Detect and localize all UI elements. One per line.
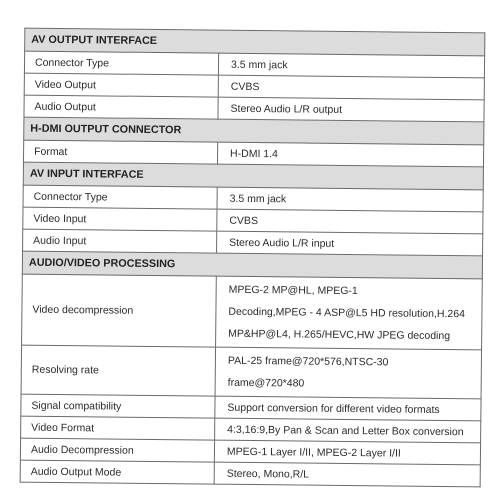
spec-value — [217, 187, 483, 212]
spec-value-line: 3.5 mm jack — [230, 58, 288, 71]
spec-value — [215, 396, 481, 421]
spec-label: Video Input — [23, 207, 217, 231]
spec-value-line: CVBS — [230, 80, 260, 93]
spec-label: Audio Input — [23, 229, 217, 253]
section-title: H-DMI OUTPUT CONNECTOR — [24, 117, 484, 145]
section-title: AV OUTPUT INTERFACE — [25, 28, 485, 56]
spec-label: Connector Type — [24, 51, 218, 75]
spec-label: Signal compatibility — [21, 394, 215, 418]
spec-label: Connector Type — [23, 185, 217, 209]
spec-label: Audio Decompression — [20, 438, 214, 462]
spec-value-line: CVBS — [229, 214, 259, 227]
spec-value-line: MPEG-1 Layer I/II, MPEG-2 Layer I/II — [226, 445, 401, 460]
spec-value — [217, 209, 483, 234]
spec-value — [218, 97, 484, 122]
spec-value-line: frame@720*480 — [227, 376, 305, 390]
spec-table — [20, 28, 486, 488]
spec-value — [217, 142, 483, 167]
spec-label: Resolving rate — [21, 345, 216, 396]
spec-value-line: MP&HP@L4, H.265/HEVC,HW JPEG decoding — [228, 327, 451, 343]
spec-value — [218, 75, 484, 100]
spec-label: Video decompression — [22, 274, 217, 347]
spec-label: Video Format — [21, 416, 215, 440]
spec-value-line: 3.5 mm jack — [229, 192, 287, 205]
spec-label: Audio Output Mode — [20, 460, 214, 484]
spec-row — [21, 345, 481, 399]
spec-value — [217, 231, 483, 256]
spec-value — [215, 418, 481, 443]
spec-value — [214, 440, 480, 465]
spec-sheet — [20, 28, 485, 488]
spec-value-line: Stereo Audio L/R output — [230, 102, 343, 116]
spec-value-line: Support conversion for different video formats — [227, 401, 440, 416]
spec-value-line: MPEG-2 MP@HL, MPEG-1 — [228, 283, 358, 298]
spec-value-line: PAL-25 frame@720*576,NTSC-30 — [227, 354, 389, 369]
spec-value — [218, 53, 484, 78]
spec-row — [20, 460, 480, 487]
spec-value-line: H-DMI 1.4 — [230, 147, 278, 160]
spec-value-line: Stereo Audio L/R input — [229, 236, 335, 250]
spec-value — [214, 462, 480, 487]
spec-row — [22, 274, 483, 350]
spec-label: Video Output — [24, 73, 218, 97]
spec-label: Format — [23, 140, 217, 164]
section-title: AUDIO/VIDEO PROCESSING — [22, 251, 482, 279]
spec-value-line: Decoding,MPEG - 4 ASP@L5 HD resolution,H.264 — [228, 305, 466, 321]
spec-table-body — [20, 28, 485, 487]
spec-value-line: Stereo, Mono,R/L — [226, 467, 310, 481]
spec-value-line: 4:3,16:9,By Pan & Scan and Letter Box conversion — [227, 423, 464, 438]
section-title: AV INPUT INTERFACE — [23, 162, 483, 190]
spec-value — [216, 276, 483, 350]
spec-value — [215, 347, 481, 399]
spec-label: Audio Output — [24, 95, 218, 119]
